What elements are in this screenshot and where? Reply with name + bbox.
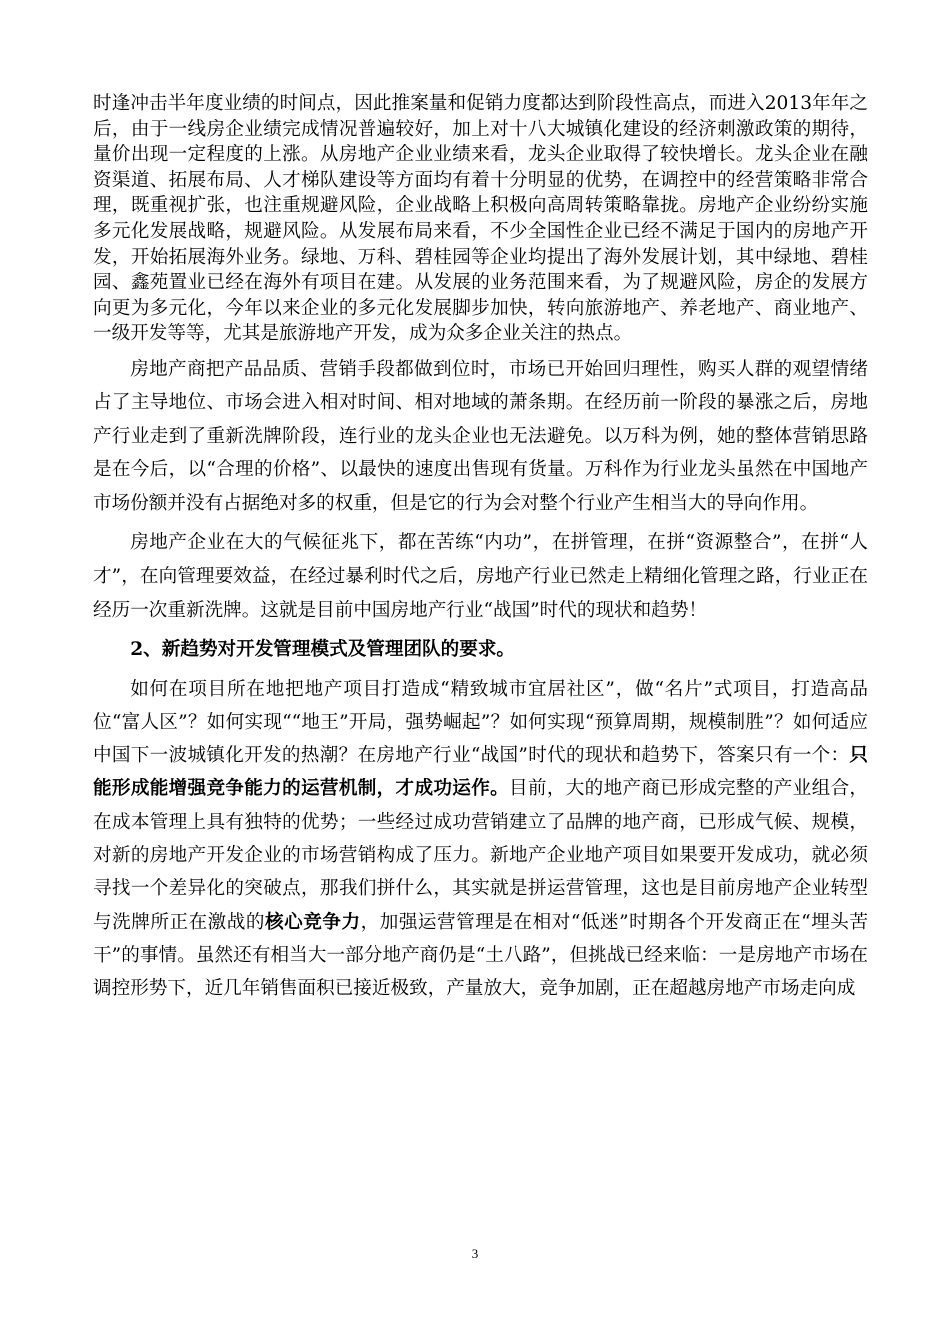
bold-core-competence: 核心竞争力 (265, 911, 361, 933)
document-page (93, 91, 868, 1006)
paragraph-market-rational: 房地产商把产品品质、营销手段都做到位时，市场已开始回归理性，购买人群的观望情绪占了主导地位、市场会进入相对时间、相对地域的萧条期。在经历前一阶段的暴涨之后，房地产行业走到了重新洗牌阶段，连行业的龙头企业也无法避免。以万科为例，她的整体营销思路是在今后，以“合理的价格”、以最快的速度出售现有货量。万科作为行业龙头虽然在中国地产市场份额并没有占据绝对多的权重，但是它的行为会对整个行业产生相当大的导向作用。 (93, 358, 868, 514)
paragraph-text-part: 目前，大的地产商已形成完整的产业组合，在成本管理上具有独特的优势；一些经过成功营销建立了品牌的地产商，已形成气候、规模，对新的房地产开发企业的市场营销构成了压力。新地产企业地产项目如果要开发成功，就必须寻找一个差异化的突破点，那我们拼什么，其实就是拼运营管理，这也是目前房地产企业转型与洗牌所正在激战的 (93, 778, 868, 933)
page-number: 3 (471, 1246, 479, 1261)
bold-emphasis: 只能形成能增强竞争能力的运营机制，才成功运作。 (93, 745, 868, 800)
section-heading: 2、新趋势对开发管理模式及管理团队的要求。 (130, 639, 516, 661)
paragraph-text-part: 如何在项目所在地把地产项目打造成“精致城市宜居社区”，做“名片”式项目，打造高品位“富人区”？如何实现““地王”开局，强势崛起”？如何实现“预算周期，规模制胜”？如何适应中国下一波城镇化开发的热潮？在房地产行业“战国”时代的现状和趋势下，答案只有一个： (93, 678, 868, 767)
paragraph-operation-mechanism (93, 673, 868, 1006)
paragraph-internal-skills: 房地产企业在大的气候征兆下，都在苦练“内功”，在拼管理，在拼“资源整合”，在拼“人才”，在向管理要效益，在经过暴利时代之后，房地产行业已然走上精细化管理之路，行业正在经历一次重新洗牌。这就是目前中国房地产行业“战国”时代的现状和趋势！ (93, 531, 868, 621)
paragraph-text-part: ，加强运营管理是在相对“低迷”时期各个开发商正在“埋头苦干”的事情。虽然还有相当大一部分地产商仍是“土八路”，但挑战已经来临：一是房地产市场在调控形势下，近几年销售面积已接近极致，产量放大，竞争加剧，正在超越房地产市场走向成 (93, 911, 868, 1000)
paragraph-market-review: 时逢冲击半年度业绩的时间点，因此推案量和促销力度都达到阶段性高点，而进入2013年年之后，由于一线房企业绩完成情况普遍较好，加上对十八大城镇化建设的经济刺激政策的期待，量价出现一定程度的上涨。从房地产企业业绩来看，龙头企业取得了较快增长。龙头企业在融资渠道、拓展布局、人才梯队建设等方面均有着十分明显的优势，在调控中的经营策略非常合理，既重视扩张，也注重规避风险，企业战略上积极向高周转策略靠拢。房地产企业纷纷实施多元化发展战略，规避风险。从发展布局来看，不少全国性企业已经不满足于国内的房地产开发，开始拓展海外业务。绿地、万科、碧桂园等企业均提出了海外发展计划，其中绿地、碧桂园、鑫苑置业已经在海外有项目在建。从发展的业务范围来看，为了规避风险，房企的发展方向更为多元化，今年以来企业的多元化发展脚步加快，转向旅游地产、养老地产、商业地产、一级开发等等，尤其是旅游地产开发，成为众多企业关注的热点。 (93, 93, 868, 345)
